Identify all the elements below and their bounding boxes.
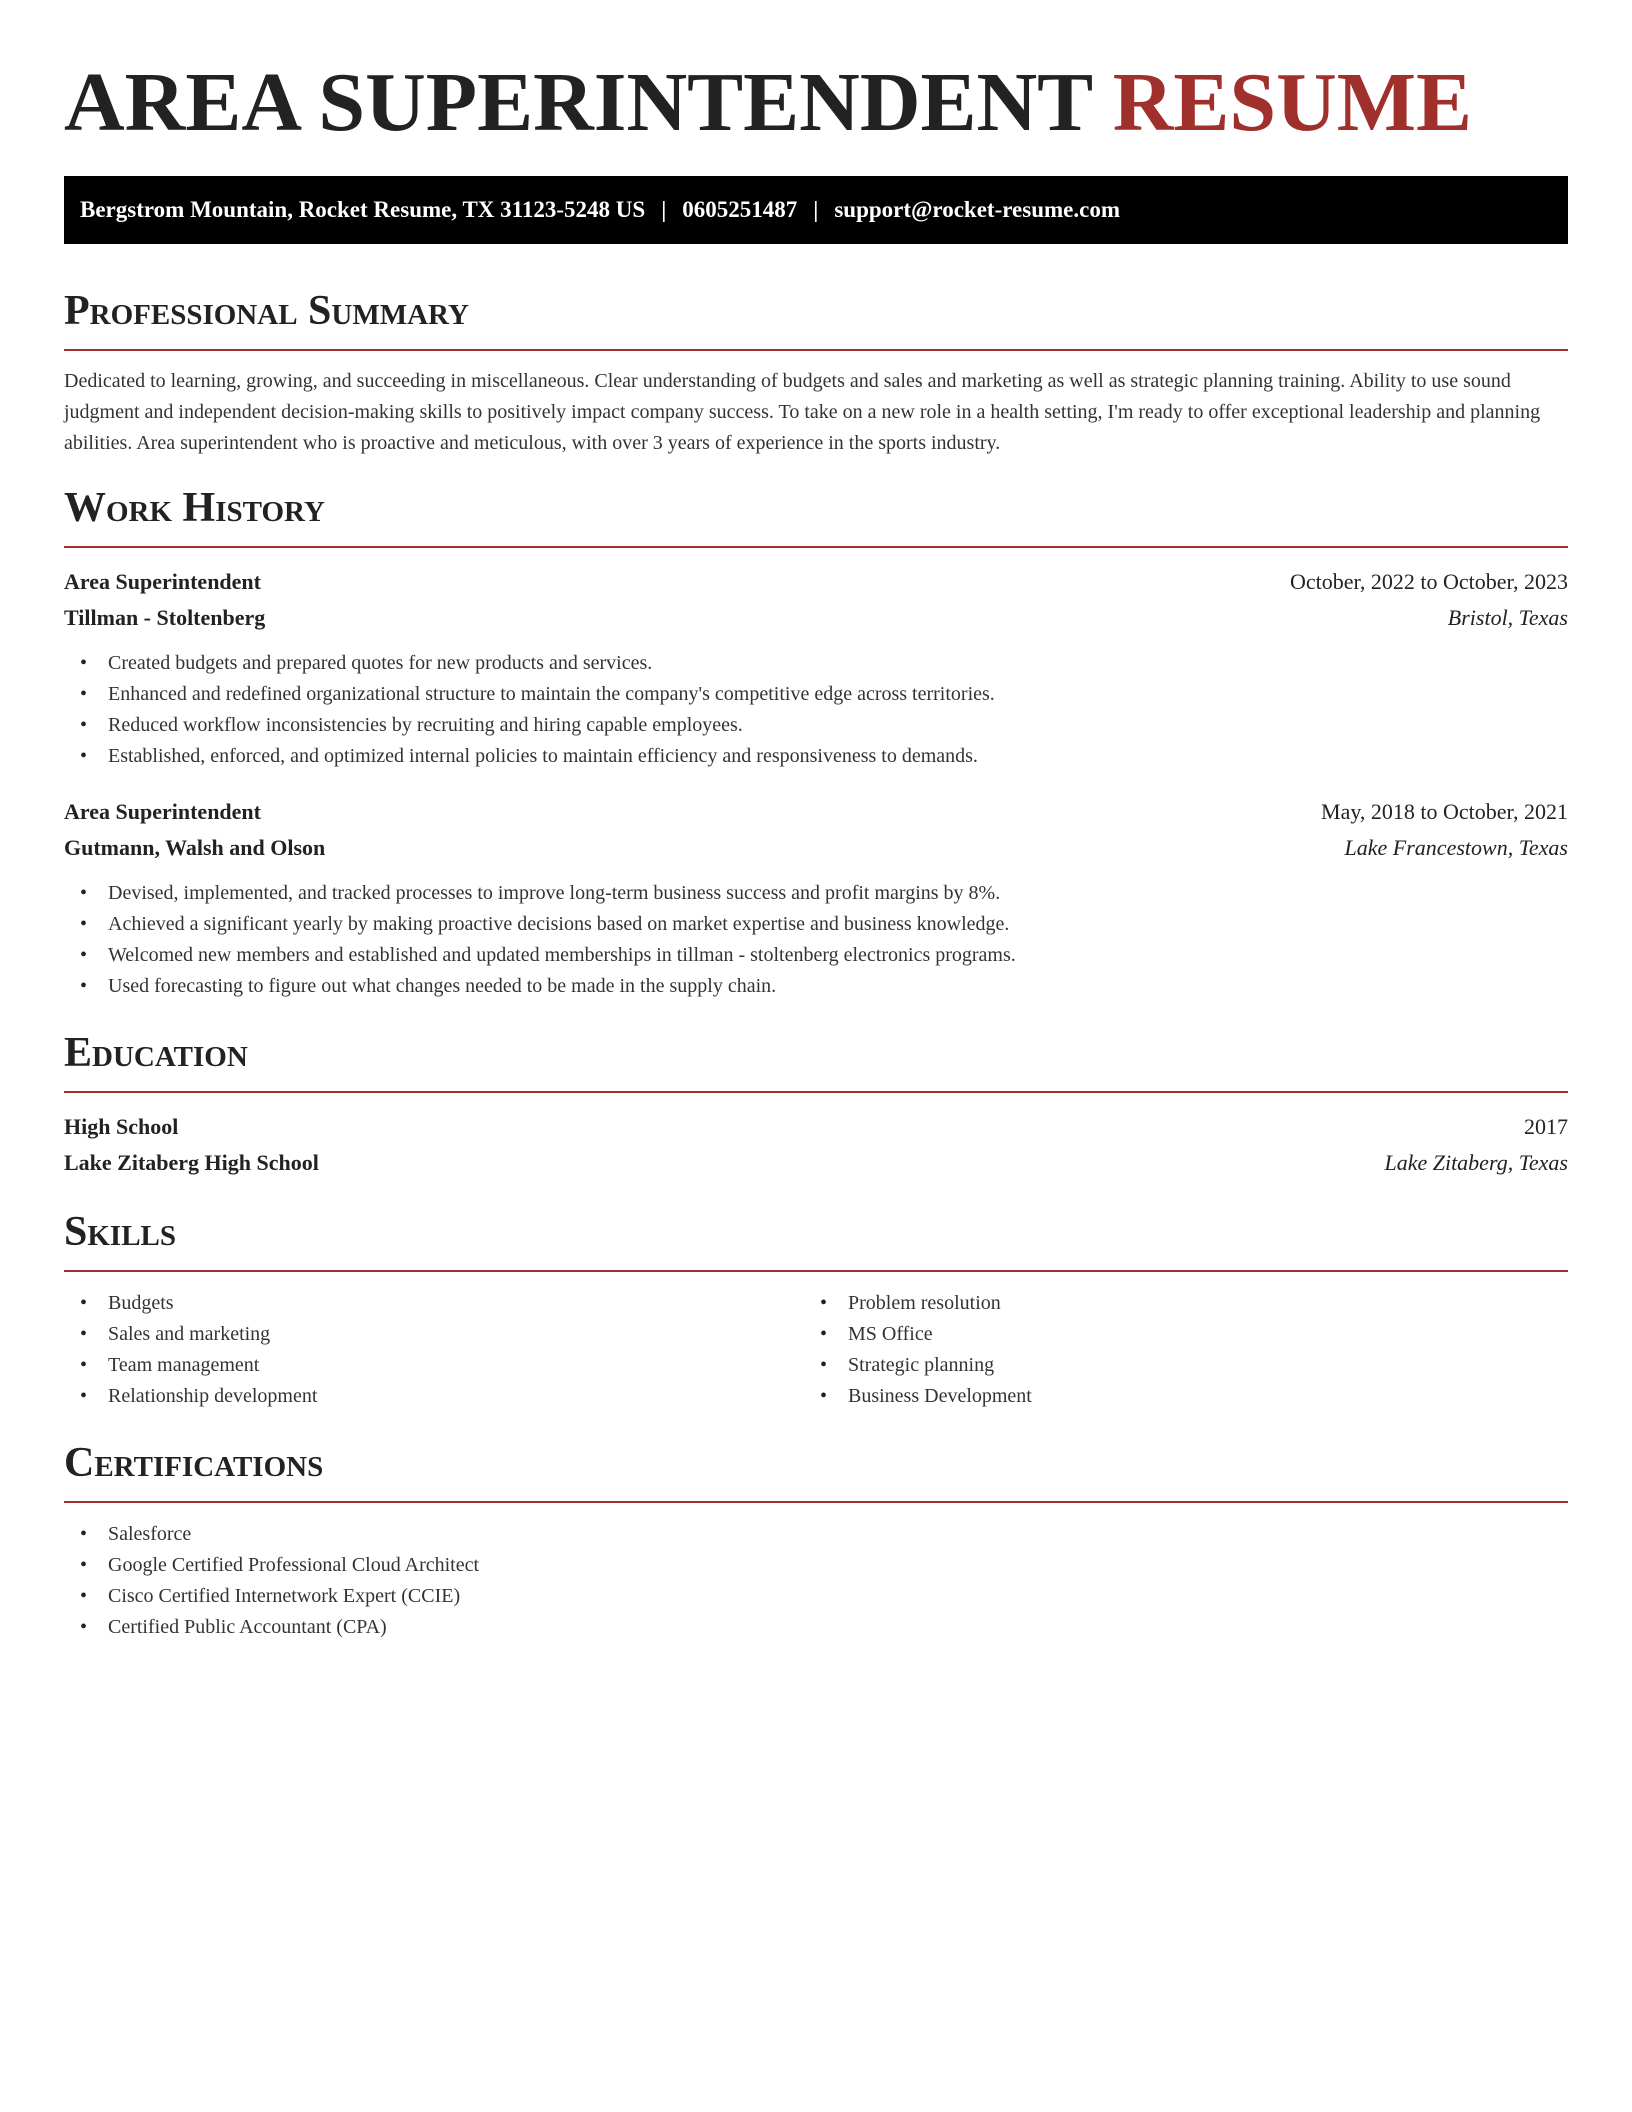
skills-column-left — [64, 1288, 804, 1412]
job-dates: October, 2022 to October, 2023 — [1289, 569, 1568, 594]
job-bullets — [64, 648, 1568, 772]
section-divider — [64, 546, 1568, 548]
skill-item: • Problem resolution — [804, 1288, 1544, 1319]
education-subheader — [64, 1145, 1568, 1181]
title-accent: RESUME — [1112, 56, 1473, 149]
skills-grid — [64, 1288, 1568, 1412]
skill-item: • Budgets — [64, 1288, 804, 1319]
contact-separator: | — [813, 197, 819, 222]
section-divider — [64, 1501, 1568, 1503]
certification-item: • Google Certified Professional Cloud Architect — [64, 1550, 1568, 1581]
skill-item: • Sales and marketing — [64, 1319, 804, 1350]
job-entry — [64, 794, 1568, 1002]
job-location: Lake Francestown, Texas — [1344, 835, 1568, 860]
skill-item: • Team management — [64, 1350, 804, 1381]
list-item: • Achieved a significant yearly by making proactive decisions based on market expertise and business knowledge. — [64, 909, 1568, 940]
skills-column-right — [804, 1288, 1544, 1412]
certification-item: • Cisco Certified Internetwork Expert (CCIE) — [64, 1581, 1568, 1612]
job-subheader — [64, 600, 1568, 636]
certification-item: • Certified Public Accountant (CPA) — [64, 1612, 1568, 1643]
job-entry — [64, 564, 1568, 772]
job-bullets — [64, 878, 1568, 1002]
job-header — [64, 794, 1568, 830]
list-item: • Reduced workflow inconsistencies by recruiting and hiring capable employees. — [64, 710, 1568, 741]
section-divider — [64, 1091, 1568, 1093]
section-heading-work: Work History — [64, 485, 325, 531]
certification-item: • Salesforce — [64, 1519, 1568, 1550]
section-heading-skills: Skills — [64, 1209, 177, 1255]
job-location: Bristol, Texas — [1447, 605, 1568, 630]
skill-item: • Business Development — [804, 1381, 1544, 1412]
section-divider — [64, 1270, 1568, 1272]
job-dates: May, 2018 to October, 2021 — [1321, 799, 1568, 824]
list-item: • Established, enforced, and optimized internal policies to maintain efficiency and responsiveness to demands. — [64, 741, 1568, 772]
job-subheader — [64, 830, 1568, 866]
job-company: Gutmann, Walsh and Olson — [64, 835, 326, 860]
education-header — [64, 1109, 1568, 1145]
summary-text: Dedicated to learning, growing, and succeeding in miscellaneous. Clear understanding of budgets and sales and marketing as well as strategic planning training. Ability to use sound judgment and independent decision-making skills to positively impact company success. To take on a new role in a health setting, I'm ready to offer exceptional leadership and planning abilities. Area superintendent who is proactive and meticulous, with over 3 years of experience in the sports industry. — [64, 370, 1541, 454]
resume-page — [64, 0, 1568, 1643]
section-heading-summary: Professional Summary — [64, 288, 469, 334]
section-heading-education: Education — [64, 1030, 248, 1076]
resume-title — [64, 0, 1568, 150]
section-heading-certifications: Certifications — [64, 1440, 324, 1486]
job-company: Tillman - Stoltenberg — [64, 605, 266, 630]
section-divider — [64, 349, 1568, 351]
contact-email: support@rocket-resume.com — [834, 197, 1120, 222]
skill-item: • Relationship development — [64, 1381, 804, 1412]
list-item: • Welcomed new members and established and updated memberships in tillman - stoltenberg electronics programs. — [64, 940, 1568, 971]
job-header — [64, 564, 1568, 600]
skill-item: • Strategic planning — [804, 1350, 1544, 1381]
contact-bar — [64, 176, 1568, 244]
job-title: Area Superintendent — [64, 569, 261, 594]
education-year: 2017 — [1524, 1114, 1568, 1139]
certifications-list — [64, 1519, 1568, 1643]
contact-phone: 0605251487 — [682, 197, 798, 222]
list-item: • Devised, implemented, and tracked processes to improve long-term business success and profit margins by 8%. — [64, 878, 1568, 909]
education-entry — [64, 1109, 1568, 1181]
list-item: • Enhanced and redefined organizational structure to maintain the company's competitive edge across territories. — [64, 679, 1568, 710]
list-item: • Created budgets and prepared quotes for new products and services. — [64, 648, 1568, 679]
education-degree: High School — [64, 1114, 179, 1139]
contact-address: Bergstrom Mountain, Rocket Resume, TX 31123-5248 US — [80, 197, 646, 222]
education-location: Lake Zitaberg, Texas — [1384, 1150, 1568, 1175]
education-school: Lake Zitaberg High School — [64, 1150, 319, 1175]
contact-separator: | — [661, 197, 667, 222]
job-title: Area Superintendent — [64, 799, 261, 824]
title-main: AREA SUPERINTENDENT — [64, 56, 1092, 149]
list-item: • Used forecasting to figure out what changes needed to be made in the supply chain. — [64, 971, 1568, 1002]
skill-item: • MS Office — [804, 1319, 1544, 1350]
